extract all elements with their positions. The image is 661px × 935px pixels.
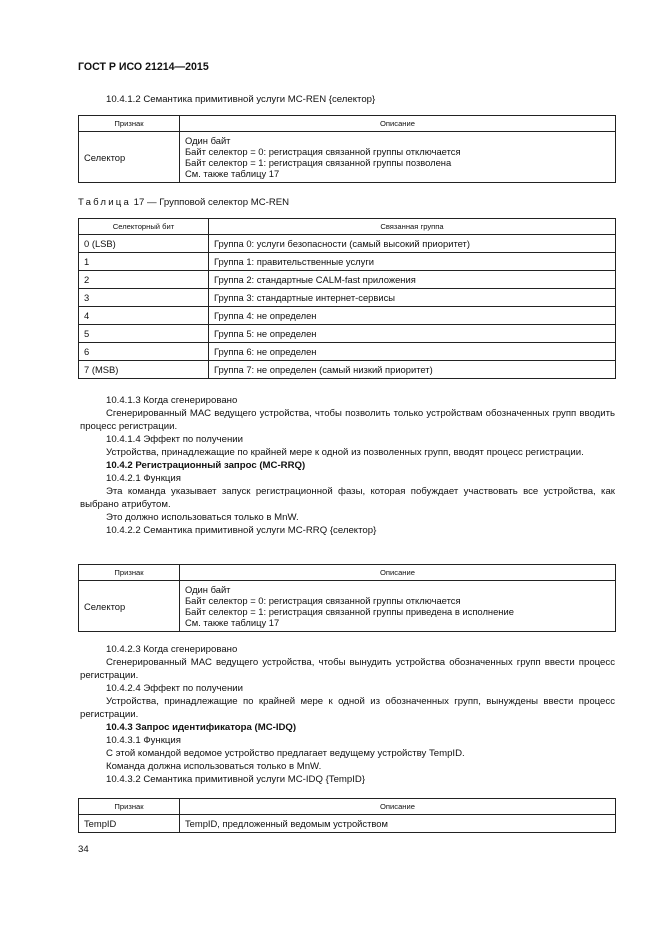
- description-line: Байт селектор = 0: регистрация связанной группы отключается: [185, 146, 461, 157]
- table-row: [79, 325, 616, 343]
- caption-label: Таблица: [78, 197, 132, 208]
- group-cell: Группа 1: правительственные услуги: [209, 253, 616, 271]
- description-line: Байт селектор = 1: регистрация связанной группы позволена: [185, 157, 452, 168]
- section-10-4-1-2: [80, 93, 615, 106]
- section-heading: 10.4.2 Регистрационный запрос (MC-RRQ): [106, 460, 306, 471]
- table-row: [79, 253, 616, 271]
- column-header-attribute: Признак: [79, 565, 180, 581]
- paragraph: Эта команда указывает запуск регистрационной фазы, которая побуждает участвовать все устройства, как выбрано атрибутом.: [80, 486, 615, 510]
- description-line: См. также таблицу 17: [185, 168, 280, 179]
- column-header-attribute: Признак: [79, 799, 180, 815]
- bit-cell: 0 (LSB): [79, 235, 209, 253]
- bit-cell: 1: [79, 253, 209, 271]
- bit-cell: 6: [79, 343, 209, 361]
- subsection-title: 10.4.1.4 Эффект по получении: [106, 434, 243, 445]
- table-cell-name: Селектор: [79, 132, 180, 183]
- description-line: См. также таблицу 17: [185, 617, 280, 628]
- subsection-title: 10.4.3.1 Функция: [106, 735, 181, 746]
- paragraph: Устройства, принадлежащие по крайней мере к одной из обозначенных групп, вынуждены ввести процесс регистрации.: [80, 696, 615, 720]
- table-cell-description: [180, 132, 616, 183]
- section-title: 10.4.1.2 Семантика примитивной услуги MC-REN {селектор}: [106, 94, 376, 105]
- column-header-description: Описание: [180, 565, 616, 581]
- subsection-title: 10.4.1.3 Когда сгенерировано: [106, 395, 238, 406]
- paragraph: Устройства, принадлежащие по крайней мере к одной из позволенных групп, вводят процесс регистрации.: [106, 447, 584, 458]
- table-row: [79, 343, 616, 361]
- description-line: Байт селектор = 0: регистрация связанной группы отключается: [185, 595, 461, 606]
- subsection-title: 10.4.2.3 Когда сгенерировано: [106, 644, 238, 655]
- table-row: [79, 235, 616, 253]
- table-cell-name: TempID: [79, 815, 180, 833]
- bit-cell: 3: [79, 289, 209, 307]
- bit-cell: 2: [79, 271, 209, 289]
- caption-text: 17 — Групповой селектор MC-REN: [131, 197, 290, 208]
- group-cell: Группа 2: стандартные CALM-fast приложения: [209, 271, 616, 289]
- subsection-title: 10.4.2.2 Семантика примитивной услуги MC-RRQ {селектор}: [106, 525, 377, 536]
- bit-cell: 7 (MSB): [79, 361, 209, 379]
- group-cell: Группа 6: не определен: [209, 343, 616, 361]
- table-row: [79, 307, 616, 325]
- table-row: [79, 361, 616, 379]
- text-block-10-4-1-3: [80, 394, 615, 537]
- mc-rrq-semantics-table: [78, 564, 616, 632]
- column-header-attribute: Признак: [79, 116, 180, 132]
- table-row: [79, 271, 616, 289]
- mc-idq-semantics-table: [78, 798, 616, 833]
- group-cell: Группа 3: стандартные интернет-сервисы: [209, 289, 616, 307]
- paragraph: Сгенерированный МАС ведущего устройства, чтобы вынудить устройства обозначенных групп ввести процесс регистрации.: [80, 657, 615, 681]
- paragraph: С этой командой ведомое устройство предлагает ведущему устройству TempID.: [106, 748, 465, 759]
- group-cell: Группа 0: услуги безопасности (самый высокий приоритет): [209, 235, 616, 253]
- paragraph: Команда должна использоваться только в MnW.: [106, 761, 322, 772]
- group-cell: Группа 5: не определен: [209, 325, 616, 343]
- table-17-caption: [78, 196, 289, 209]
- paragraph: Это должно использоваться только в MnW.: [106, 512, 299, 523]
- bit-cell: 5: [79, 325, 209, 343]
- column-header-group: Связанная группа: [209, 219, 616, 235]
- page-number: 34: [78, 844, 89, 855]
- section-heading: 10.4.3 Запрос идентификатора (MC-IDQ): [106, 722, 297, 733]
- bit-cell: 4: [79, 307, 209, 325]
- table-cell-name: Селектор: [79, 581, 180, 632]
- paragraph: Сгенерированный МАС ведущего устройства, чтобы позволить только устройствам обозначенных групп вводить процесс регистрации.: [80, 408, 615, 432]
- table-cell-description: [180, 581, 616, 632]
- table-row: [79, 289, 616, 307]
- column-header-selector-bit: Селекторный бит: [79, 219, 209, 235]
- description-line: Один байт: [185, 584, 231, 595]
- mc-ren-semantics-table: [78, 115, 616, 183]
- subsection-title: 10.4.3.2 Семантика примитивной услуги MC-IDQ {TempID}: [106, 774, 366, 785]
- group-selector-table: [78, 218, 616, 379]
- subsection-title: 10.4.2.1 Функция: [106, 473, 181, 484]
- column-header-description: Описание: [180, 799, 616, 815]
- subsection-title: 10.4.2.4 Эффект по получении: [106, 683, 243, 694]
- table-cell-description: TempID, предложенный ведомым устройством: [180, 815, 616, 833]
- group-cell: Группа 4: не определен: [209, 307, 616, 325]
- group-cell: Группа 7: не определен (самый низкий приоритет): [209, 361, 616, 379]
- document-header: ГОСТ Р ИСО 21214—2015: [78, 61, 209, 73]
- description-line: Байт селектор = 1: регистрация связанной группы приведена в исполнение: [185, 606, 514, 617]
- column-header-description: Описание: [180, 116, 616, 132]
- text-block-10-4-2-3: [80, 643, 615, 786]
- description-line: Один байт: [185, 135, 231, 146]
